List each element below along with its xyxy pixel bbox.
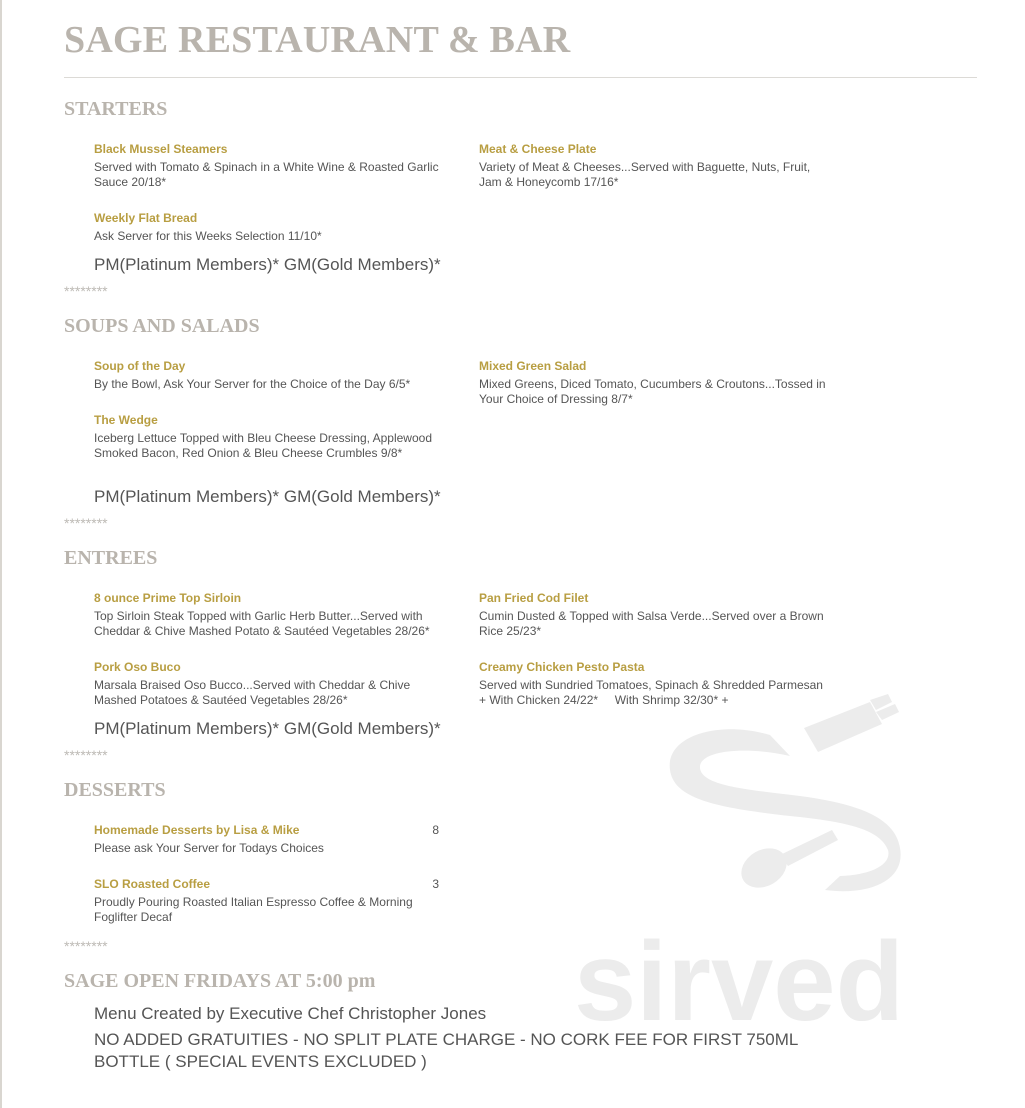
section-separator: ******** [64,938,108,954]
item-price: 8 [432,823,439,837]
item-name: Black Mussel Steamers [94,142,228,156]
item-description: Please ask Your Server for Todays Choices [94,841,324,855]
item-description: Cumin Dusted & Topped with Salsa Verde...Served over a Brown Rice 25/23* [479,609,824,638]
section-starters [64,97,167,121]
section-soups-salads [64,314,260,338]
menu-page [64,0,977,78]
item-name: The Wedge [94,413,158,427]
menu-item [94,359,444,392]
item-description: Served with Sundried Tomatoes, Spinach & Shredded Parmesan + With Chicken 24/22* With Shrimp 32/30* + [479,678,837,707]
item-description: Iceberg Lettuce Topped with Bleu Cheese Dressing, Applewood Smoked Bacon, Red Onion & Bleu Cheese Crumbles 9/8* [94,431,432,460]
chef-note: Menu Created by Executive Chef Christopher Jones [94,1004,487,1023]
policy-note: NO ADDED GRATUITIES - NO SPLIT PLATE CHARGE - NO CORK FEE FOR FIRST 750ML BOTTLE ( SPECIAL EVENTS EXCLUDED ) [94,1030,798,1071]
members-note: PM(Platinum Members)* GM(Gold Members)* [94,487,441,506]
item-name: Creamy Chicken Pesto Pasta [479,660,645,674]
menu-item [94,211,444,244]
menu-item [94,660,444,708]
section-entrees [64,546,157,570]
menu-item [479,142,829,190]
members-note: PM(Platinum Members)* GM(Gold Members)* [94,719,441,738]
section-heading: DESSERTS [64,779,166,801]
item-price: 3 [432,877,439,891]
item-name: Pan Fried Cod Filet [479,591,589,605]
menu-item [94,877,439,925]
item-name: 8 ounce Prime Top Sirloin [94,591,242,605]
item-description: Ask Server for this Weeks Selection 11/10* [94,229,322,243]
item-name: Soup of the Day [94,359,186,373]
item-name: Homemade Desserts by Lisa & Mike [94,823,300,837]
menu-item [479,359,829,407]
menu-item [94,591,444,639]
page-left-border [0,0,2,1108]
item-name: Pork Oso Buco [94,660,181,674]
section-separator: ******** [64,747,108,763]
item-description: Proudly Pouring Roasted Italian Espresso Coffee & Morning Foglifter Decaf [94,895,413,924]
item-description: Served with Tomato & Spinach in a White Wine & Roasted Garlic Sauce 20/18* [94,160,439,189]
section-heading: SAGE OPEN FRIDAYS AT 5:00 pm [64,970,376,992]
item-name: Meat & Cheese Plate [479,142,597,156]
section-desserts [64,778,166,802]
members-note: PM(Platinum Members)* GM(Gold Members)* [94,255,441,274]
item-name: Weekly Flat Bread [94,211,198,225]
menu-item [479,591,829,639]
item-description: Top Sirloin Steak Topped with Garlic Herb Butter...Served with Cheddar & Chive Mashed Potato & Sautéed Vegetables 28/26* [94,609,430,638]
section-heading: SOUPS AND SALADS [64,315,260,337]
sirved-watermark [570,690,970,1030]
section-separator: ******** [64,515,108,531]
menu-item [479,660,839,708]
item-description: Marsala Braised Oso Bucco...Served with Cheddar & Chive Mashed Potatoes & Sautéed Vegetables 28/26* [94,678,411,707]
menu-item [94,142,444,190]
restaurant-title: SAGE RESTAURANT & BAR [64,19,571,61]
item-description: Mixed Greens, Diced Tomato, Cucumbers & Croutons...Tossed in Your Choice of Dressing 8/7* [479,377,826,406]
section-separator: ******** [64,283,108,299]
item-description: By the Bowl, Ask Your Server for the Choice of the Day 6/5* [94,377,411,391]
title-divider [64,77,977,78]
item-name: Mixed Green Salad [479,359,587,373]
section-open-hours [64,969,375,993]
item-name: SLO Roasted Coffee [94,877,211,891]
fork-spoon-icon [670,694,901,896]
section-heading: ENTREES [64,547,158,569]
section-heading: STARTERS [64,98,168,120]
item-description: Variety of Meat & Cheeses...Served with Baguette, Nuts, Fruit, Jam & Honeycomb 17/16* [479,160,811,189]
watermark-text: sirved [574,919,904,1030]
menu-item [94,823,439,856]
menu-item [94,413,444,461]
